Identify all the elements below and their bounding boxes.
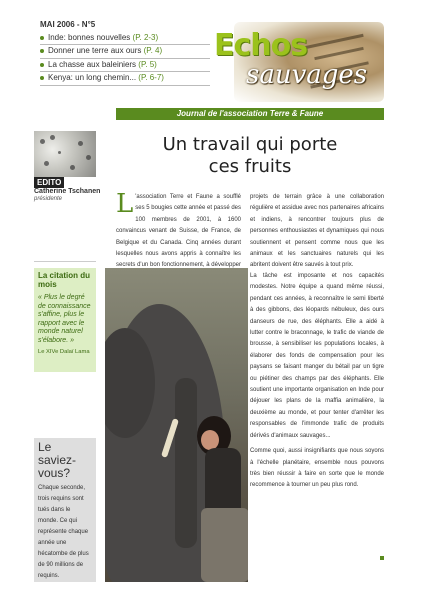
end-of-article-icon: [380, 556, 384, 560]
drop-cap: L: [116, 189, 134, 219]
issue-number: MAI 2006 - N°5: [40, 20, 96, 29]
fact-box-text: Chaque seconde, trois requins sont tués dans le monde. Ce qui représente chaque année une hécatombe de plus de 90 millions de requins.: [38, 485, 89, 579]
logo-sauvages-text: sauvages: [246, 60, 368, 90]
citation-box: [34, 268, 96, 372]
table-of-contents: [40, 32, 210, 86]
toc-item[interactable]: La chasse aux baleiniers (P. 5): [40, 59, 210, 72]
citation-author: Le XIVe Dalaï Lama: [38, 348, 90, 355]
citation-title: La citation du mois: [38, 271, 90, 289]
bullet-icon: [40, 36, 44, 40]
author-role: présidente: [34, 196, 63, 202]
article-paragraph: projets de terrain grâce à une collaboration régulière et assidue avec nos partenaires africains et indiens, à rencontrer toujours plus de personnes enthousiastes et dynamiques qui nous soutiennent et pensent comme nous que les animaux et les sanctuaires naturels qui les abritent doivent être sauvés à tout prix.: [250, 194, 384, 269]
toc-item[interactable]: Donner une terre aux ours (P. 4): [40, 45, 210, 58]
article-paragraph: Comme quoi, aussi insignifiants que nous soyons à l'échelle planétaire, ensemble nous pouvons très bien réussir à faire en sorte que le monde recommence à tourner un peu plus rond.: [250, 448, 384, 489]
snow-leopard-photo: [34, 131, 96, 177]
bullet-icon: [40, 63, 44, 67]
citation-text: « Plus le degré de connaissance s'affine, plus le rapport avec le monde naturel s'élabore. »: [38, 294, 91, 344]
fact-box-title: Le saviez-vous?: [38, 440, 77, 480]
bullet-icon: [40, 49, 44, 53]
divider: [34, 261, 96, 262]
journal-banner: Journal de l'association Terre & Faune: [116, 108, 384, 120]
toc-item[interactable]: Kenya: un long chemin... (P. 6-7): [40, 72, 210, 85]
article-paragraph: 'association Terre et Faune a soufflé ses 5 bougies cette année et passé des 100 membres de 2001, à 1600 convaincus venant de Suisse, de France, de Belgique et du Canada. Cinq années durant lesquelles nous avons appris à connaître les secrets d'un bon fonctionnement, à développer: [116, 194, 242, 269]
article-headline: Un travail qui porte ces fruits: [162, 134, 338, 177]
article-column-2: [250, 192, 384, 276]
elephant-photo: [105, 268, 248, 582]
article-column-3: [250, 271, 384, 496]
fact-box: [34, 438, 96, 582]
bullet-icon: [40, 76, 44, 80]
masthead-logo: [214, 22, 384, 106]
article-paragraph: La tâche est imposante et nos capacités modestes. Notre équipe a quand même réussi, pendant ces années, à reconnaître le semi liberté à des gibbons, des léopards nébuleux, des ours danseurs de rue, des éléphants. Elle a aidé à lutter contre le braconnage, le trafic de viande de brousse, à sensibiliser les populations locales, à élaborer des fonds de compensation pour les paysans se faisant manger du bétail par un tigre ou piétiner des champs par des éléphants. Elle soutient une importante organisation en Inde pour déjouer les plans de la maffia animalière, la deuxième au monde, et pour tenter d'arrêter les responsables de l'immonde trafic de produits dérivés d'animaux sauvages...: [250, 273, 384, 439]
toc-item[interactable]: Inde: bonnes nouvelles (P. 2-3): [40, 32, 210, 45]
edito-label: EDITO: [34, 177, 64, 188]
logo-echos-text: Echos: [214, 28, 308, 63]
author-name: Catherine Tschanen: [34, 188, 101, 195]
